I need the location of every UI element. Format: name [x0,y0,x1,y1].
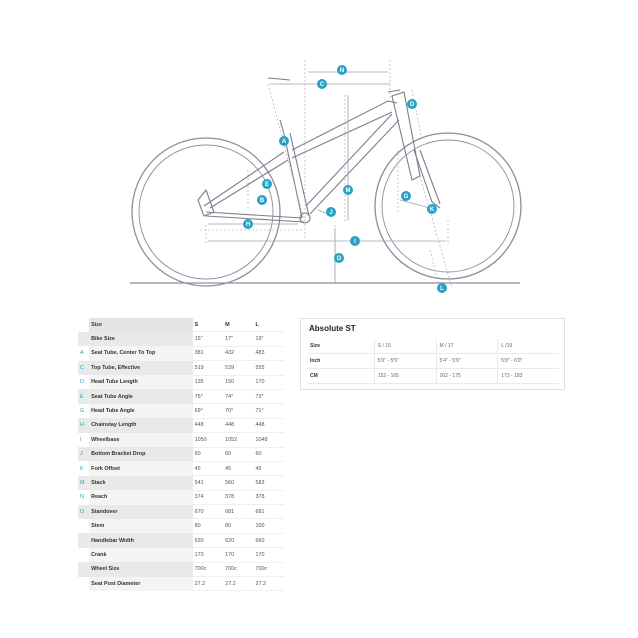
dim-label-d [407,99,417,109]
geometry-value: 135 [193,375,223,389]
dim-label-k-text: K [429,207,435,214]
geometry-value: 69° [193,404,223,418]
header-size-s: S [193,318,223,332]
rider-size-panel [300,318,565,390]
geometry-param: Head Tube Length [89,375,193,389]
geometry-param: Crank [89,548,193,562]
geometry-value: 448 [193,418,223,432]
geometry-value: 432 [223,346,253,360]
dim-label-o [334,253,344,263]
geometry-value: 45 [254,461,284,475]
rider-size-value: 152 - 165 [374,369,436,384]
geometry-value: 483 [254,346,284,360]
rider-size-table-body [307,339,559,384]
geometry-value: 1052 [223,433,253,447]
geometry-row [78,577,284,591]
geometry-row [78,418,284,432]
dim-label-b [257,195,267,205]
geometry-table [78,318,284,591]
geometry-param: Reach [89,490,193,504]
dim-label-d-text: D [409,102,415,109]
geometry-param: Bottom Bracket Drop [89,447,193,461]
geometry-value: 70° [223,404,253,418]
geometry-value: 15" [193,332,223,346]
geometry-value: 681 [223,505,253,519]
geometry-value: 670 [193,505,223,519]
dim-label-k [427,204,437,214]
geometry-row [78,490,284,504]
geometry-param: Wheelbase [89,433,193,447]
geometry-row [78,562,284,576]
geometry-row [78,433,284,447]
dim-label-j [326,207,336,217]
geometry-value: 170 [223,548,253,562]
dim-label-n [337,65,347,75]
geometry-value: 681 [254,505,284,519]
dim-label-g [401,191,411,201]
header-size-l: L [254,318,284,332]
geometry-row [78,548,284,562]
dim-label-b-text: B [259,198,265,205]
geometry-value: 555 [254,361,284,375]
geometry-value: 45 [193,461,223,475]
geometry-value: 519 [193,361,223,375]
dim-label-l [437,283,447,293]
dim-label-o-text: O [336,256,342,263]
rider-size-row [307,354,559,369]
geometry-value: 1048 [254,433,284,447]
geometry-value: 71° [254,404,284,418]
rider-size-value: S / 15 [374,339,436,354]
dim-label-h-text: H [245,222,251,229]
geometry-header-row [78,318,284,332]
geometry-letter: A [78,346,89,360]
geometry-value: 541 [193,476,223,490]
geometry-value: 583 [254,476,284,490]
geometry-value: 60 [193,447,223,461]
geometry-value: 381 [193,346,223,360]
geometry-value: 620 [193,533,223,547]
geometry-row [78,375,284,389]
geometry-table-body [78,318,284,591]
dim-label-g-text: G [403,194,409,201]
geometry-value: 100 [254,519,284,533]
dim-label-j-text: J [329,210,333,217]
geometry-row [78,519,284,533]
geometry-value: 448 [223,418,253,432]
header-param: Size [89,318,193,332]
geometry-row [78,361,284,375]
rider-size-row [307,339,559,354]
geometry-param: Fork Offset [89,461,193,475]
geometry-letter: D [78,375,89,389]
rider-size-value: L /19 [498,339,559,354]
dim-label-a [279,136,289,146]
geometry-value: 45 [223,461,253,475]
geometry-param: Seat Tube Angle [89,389,193,403]
geometry-value: 75° [193,389,223,403]
dim-label-a-text: A [281,139,287,146]
geometry-letter [78,562,89,576]
geometry-letter: O [78,505,89,519]
dimension-guides [200,60,452,293]
geometry-letter [78,577,89,591]
geometry-value: 700c [254,562,284,576]
geometry-value: 80 [223,519,253,533]
rider-size-value: 5'4" - 5'9" [436,354,498,369]
dim-label-h [243,219,253,229]
geometry-value: 74° [223,389,253,403]
geometry-value: 448 [254,418,284,432]
geometry-row [78,533,284,547]
geometry-value: 660 [254,533,284,547]
geometry-value: 170 [254,548,284,562]
rider-size-value: 5'8" - 6'0" [498,354,559,369]
header-size-m: M [223,318,253,332]
geometry-value: 170 [254,375,284,389]
dim-label-e-text: E [264,182,270,189]
geometry-letter: N [78,490,89,504]
front-wheel [375,133,521,279]
geometry-value: 27.2 [223,577,253,591]
geometry-value: 374 [193,490,223,504]
rider-size-label: CM [307,369,374,384]
geometry-letter: K [78,461,89,475]
dim-label-i-text: I [354,239,356,246]
dim-label-c-text: C [319,82,325,89]
rider-size-value: M / 17 [436,339,498,354]
geometry-value: 378 [254,490,284,504]
geometry-value: 539 [223,361,253,375]
geometry-value: 700c [223,562,253,576]
geometry-param: Seat Tube, Center To Top [89,346,193,360]
geometry-value: 27.2 [254,577,284,591]
geometry-value: 80 [193,519,223,533]
rider-size-title: Absolute ST [309,324,356,333]
geometry-letter: G [78,404,89,418]
rider-size-label: Inch [307,354,374,369]
geometry-row [78,332,284,346]
dim-label-e [262,179,272,189]
rider-size-table [307,339,559,384]
rider-size-row [307,369,559,384]
geometry-letter: M [78,476,89,490]
geometry-value: 19" [254,332,284,346]
bike-geometry-diagram [0,0,638,300]
geometry-row [78,461,284,475]
geometry-value: 620 [223,533,253,547]
geometry-value: 700c [193,562,223,576]
geometry-param: Handlebar Width [89,533,193,547]
geometry-letter [78,533,89,547]
rider-size-value: 5'0" - 5'5" [374,354,436,369]
geometry-letter: H [78,418,89,432]
geometry-letter: C [78,361,89,375]
geometry-letter [78,548,89,562]
geometry-value: 73° [254,389,284,403]
dim-label-l-text: L [440,286,444,293]
geometry-value: 560 [223,476,253,490]
header-letter-cell [78,318,89,332]
geometry-value: 60 [223,447,253,461]
geometry-param: Wheel Size [89,562,193,576]
geometry-value: 378 [223,490,253,504]
dim-label-n-text: N [339,68,345,75]
geometry-letter: J [78,447,89,461]
geometry-param: Seat Post Diameter [89,577,193,591]
dim-label-m [343,185,353,195]
geometry-value: 60 [254,447,284,461]
dim-label-i [350,236,360,246]
dim-label-m-text: M [345,188,351,195]
geometry-param: Standover [89,505,193,519]
geometry-value: 27.2 [193,577,223,591]
geometry-row [78,505,284,519]
geometry-row [78,389,284,403]
geometry-row [78,404,284,418]
geometry-param: Bike Size [89,332,193,346]
geometry-letter: I [78,433,89,447]
geometry-param: Stem [89,519,193,533]
geometry-letter [78,332,89,346]
geometry-param: Stack [89,476,193,490]
geometry-letter: E [78,389,89,403]
rider-size-value: 162 - 175 [436,369,498,384]
geometry-value: 1050 [193,433,223,447]
geometry-param: Head Tube Angle [89,404,193,418]
dim-label-c [317,79,327,89]
geometry-param: Top Tube, Effective [89,361,193,375]
geometry-row [78,476,284,490]
rider-size-label: Size [307,339,374,354]
rider-size-value: 173 - 183 [498,369,559,384]
geometry-value: 150 [223,375,253,389]
geometry-value: 170 [193,548,223,562]
geometry-row [78,346,284,360]
geometry-value: 17" [223,332,253,346]
geometry-letter [78,519,89,533]
geometry-row [78,447,284,461]
geometry-param: Chainstay Length [89,418,193,432]
